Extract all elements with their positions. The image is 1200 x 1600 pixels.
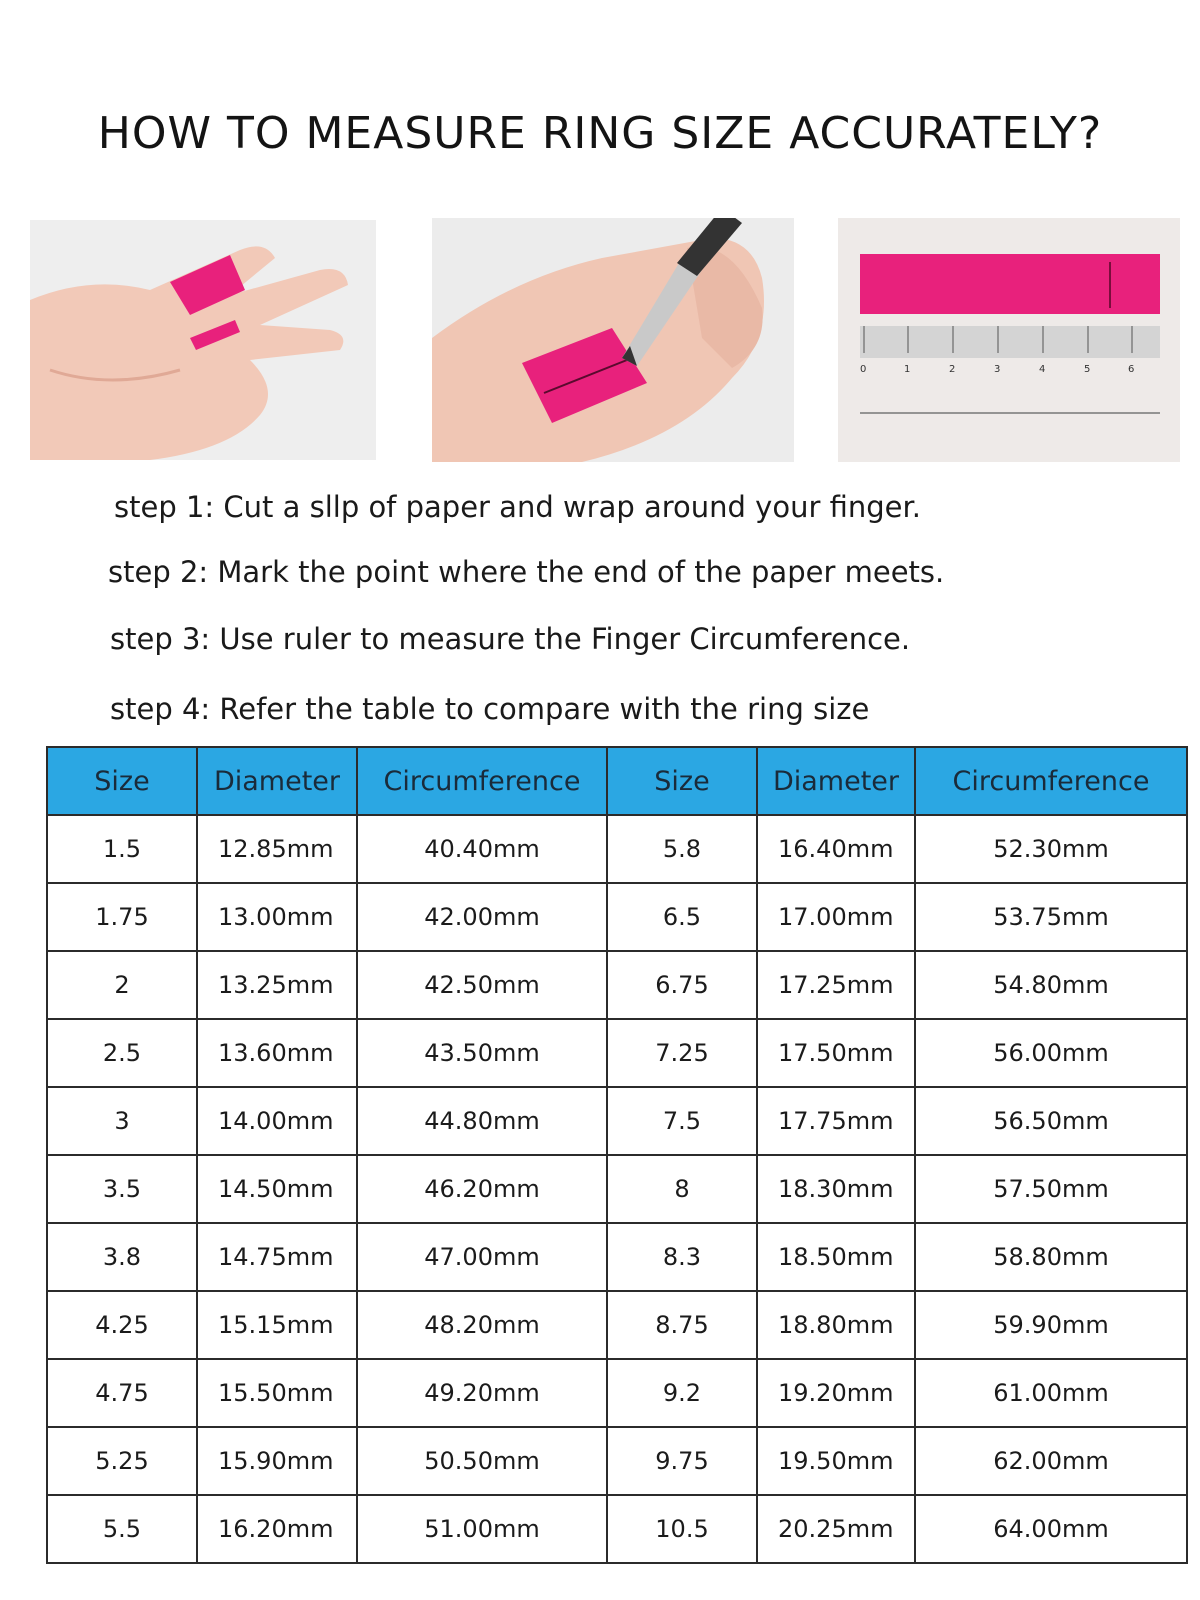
hand-wrap-paper-photo <box>30 220 376 460</box>
circumference-cell: 51.00mm <box>357 1495 607 1563</box>
size-cell: 4.25 <box>47 1291 197 1359</box>
ruler-tick-label: 6 <box>1128 364 1135 375</box>
diameter-cell: 15.50mm <box>197 1359 357 1427</box>
ruler-tick-label: 3 <box>994 364 1001 375</box>
table-row <box>47 1223 1187 1291</box>
circumference-cell: 40.40mm <box>357 815 607 883</box>
size-cell: 9.75 <box>607 1427 757 1495</box>
circumference-cell: 52.30mm <box>915 815 1187 883</box>
ruler-measure-photo <box>838 218 1180 462</box>
circumference-cell: 64.00mm <box>915 1495 1187 1563</box>
circumference-cell: 58.80mm <box>915 1223 1187 1291</box>
circumference-cell: 62.00mm <box>915 1427 1187 1495</box>
diameter-cell: 19.20mm <box>757 1359 915 1427</box>
size-cell: 1.5 <box>47 815 197 883</box>
size-cell: 5.25 <box>47 1427 197 1495</box>
diameter-cell: 12.85mm <box>197 815 357 883</box>
circumference-cell: 49.20mm <box>357 1359 607 1427</box>
size-cell: 8.3 <box>607 1223 757 1291</box>
page-title: HOW TO MEASURE RING SIZE ACCURATELY? <box>97 108 1103 159</box>
circumference-cell: 46.20mm <box>357 1155 607 1223</box>
diameter-cell: 15.90mm <box>197 1427 357 1495</box>
table-row <box>47 1359 1187 1427</box>
step-1-text: step 1: Cut a sllp of paper and wrap around your finger. <box>114 490 921 524</box>
size-cell: 8 <box>607 1155 757 1223</box>
diameter-cell: 14.00mm <box>197 1087 357 1155</box>
diameter-cell: 15.15mm <box>197 1291 357 1359</box>
circumference-cell: 59.90mm <box>915 1291 1187 1359</box>
diameter-cell: 18.80mm <box>757 1291 915 1359</box>
table-row <box>47 1495 1187 1563</box>
diameter-cell: 18.50mm <box>757 1223 915 1291</box>
diameter-cell: 13.25mm <box>197 951 357 1019</box>
table-row <box>47 1155 1187 1223</box>
header-circumference: Circumference <box>915 747 1187 815</box>
pen-mark-paper-photo <box>432 218 794 462</box>
header-size: Size <box>607 747 757 815</box>
diameter-cell: 14.75mm <box>197 1223 357 1291</box>
diameter-cell: 18.30mm <box>757 1155 915 1223</box>
diameter-cell: 14.50mm <box>197 1155 357 1223</box>
circumference-cell: 56.50mm <box>915 1087 1187 1155</box>
step-2-text: step 2: Mark the point where the end of the paper meets. <box>108 555 945 589</box>
diameter-cell: 20.25mm <box>757 1495 915 1563</box>
diameter-cell: 17.00mm <box>757 883 915 951</box>
header-size: Size <box>47 747 197 815</box>
size-cell: 9.2 <box>607 1359 757 1427</box>
circumference-cell: 47.00mm <box>357 1223 607 1291</box>
size-cell: 1.75 <box>47 883 197 951</box>
size-cell: 6.5 <box>607 883 757 951</box>
size-cell: 2.5 <box>47 1019 197 1087</box>
table-row <box>47 815 1187 883</box>
circumference-cell: 56.00mm <box>915 1019 1187 1087</box>
step-3-text: step 3: Use ruler to measure the Finger Circumference. <box>110 622 911 656</box>
table-row <box>47 1427 1187 1495</box>
size-cell: 2 <box>47 951 197 1019</box>
ring-size-table <box>46 746 1188 1564</box>
ruler-tick-label: 1 <box>904 364 911 375</box>
circumference-cell: 42.50mm <box>357 951 607 1019</box>
diameter-cell: 17.25mm <box>757 951 915 1019</box>
ruler-tick-label: 5 <box>1084 364 1091 375</box>
size-cell: 3.8 <box>47 1223 197 1291</box>
size-cell: 6.75 <box>607 951 757 1019</box>
table-header-row <box>47 747 1187 815</box>
table-row <box>47 883 1187 951</box>
size-cell: 7.5 <box>607 1087 757 1155</box>
table-row <box>47 1019 1187 1087</box>
diameter-cell: 13.00mm <box>197 883 357 951</box>
circumference-cell: 44.80mm <box>357 1087 607 1155</box>
circumference-cell: 54.80mm <box>915 951 1187 1019</box>
table-row <box>47 951 1187 1019</box>
table-row <box>47 1087 1187 1155</box>
size-cell: 7.25 <box>607 1019 757 1087</box>
diameter-cell: 16.20mm <box>197 1495 357 1563</box>
header-diameter: Diameter <box>757 747 915 815</box>
step-4-text: step 4: Refer the table to compare with the ring size <box>110 692 870 726</box>
circumference-cell: 53.75mm <box>915 883 1187 951</box>
circumference-cell: 57.50mm <box>915 1155 1187 1223</box>
diameter-cell: 13.60mm <box>197 1019 357 1087</box>
ruler-tick-label: 0 <box>860 364 867 375</box>
size-cell: 5.8 <box>607 815 757 883</box>
size-cell: 5.5 <box>47 1495 197 1563</box>
header-diameter: Diameter <box>197 747 357 815</box>
ruler-tick-label: 2 <box>949 364 956 375</box>
diameter-cell: 16.40mm <box>757 815 915 883</box>
circumference-cell: 43.50mm <box>357 1019 607 1087</box>
circumference-cell: 48.20mm <box>357 1291 607 1359</box>
size-cell: 3 <box>47 1087 197 1155</box>
diameter-cell: 17.75mm <box>757 1087 915 1155</box>
circumference-cell: 61.00mm <box>915 1359 1187 1427</box>
size-cell: 3.5 <box>47 1155 197 1223</box>
diameter-cell: 19.50mm <box>757 1427 915 1495</box>
size-cell: 4.75 <box>47 1359 197 1427</box>
ruler-tick-label: 4 <box>1039 364 1046 375</box>
circumference-cell: 42.00mm <box>357 883 607 951</box>
table-row <box>47 1291 1187 1359</box>
header-circumference: Circumference <box>357 747 607 815</box>
diameter-cell: 17.50mm <box>757 1019 915 1087</box>
circumference-cell: 50.50mm <box>357 1427 607 1495</box>
size-cell: 8.75 <box>607 1291 757 1359</box>
size-cell: 10.5 <box>607 1495 757 1563</box>
